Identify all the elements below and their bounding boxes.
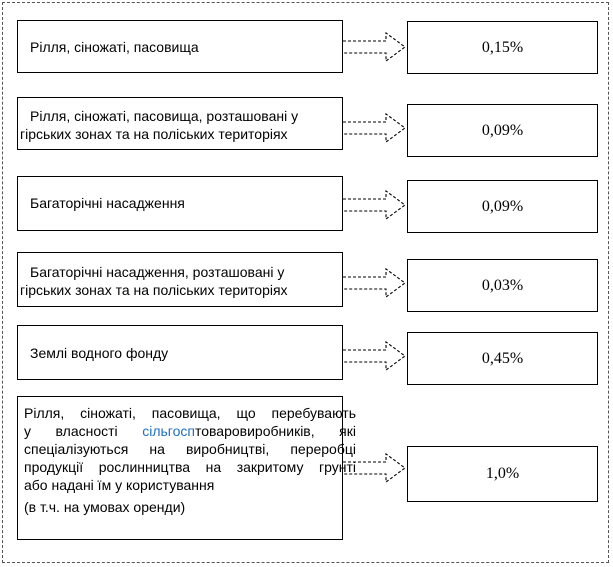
value-text-5: 0,45% [481,349,524,367]
arrow-4 [343,269,405,297]
label-line-6-2-start: у власності [24,423,143,439]
label-text-2a: Рілля, сіножаті, пасовища, розташовані у [30,108,299,124]
label-text-1: Рілля, сіножаті, пасовища [30,39,199,55]
label-line-6-3: спеціалізуються на виробництві, переробці [24,441,356,457]
label-line-6-6: (в т.ч. на умовах оренди) [24,499,186,515]
label-text-2b: гірських зонах та на поліських територіях [20,126,288,142]
label-line-6-2-end: товаровиробників, які [194,423,356,439]
arrow-2 [343,114,405,142]
label-line-6-5: або надані їм у користування [24,477,215,493]
value-text-3: 0,09% [481,197,524,215]
arrow-3 [343,191,405,219]
arrow-1 [343,33,405,61]
label-line-6-2-highlight: сільгосп [142,423,195,439]
value-text-2: 0,09% [481,121,524,139]
value-text-6: 1,0% [485,465,520,482]
arrow-5 [343,342,405,370]
label-text-5: Землі водного фонду [30,345,169,361]
label-line-6-4: продукції рослинництва на закритому грунті [24,459,356,475]
label-text-4a: Багаторічні насадження, розташовані у [30,264,285,280]
arrow-6 [343,454,405,482]
label-line-6-1: Рілля, сіножаті, пасовища, що перебувають [24,405,356,421]
value-text-4: 0,03% [481,276,524,294]
label-text-3: Багаторічні насадження [30,195,185,211]
label-text-4b: гірських зонах та на поліських територіях [20,282,288,298]
value-text-1: 0,15% [481,38,524,56]
